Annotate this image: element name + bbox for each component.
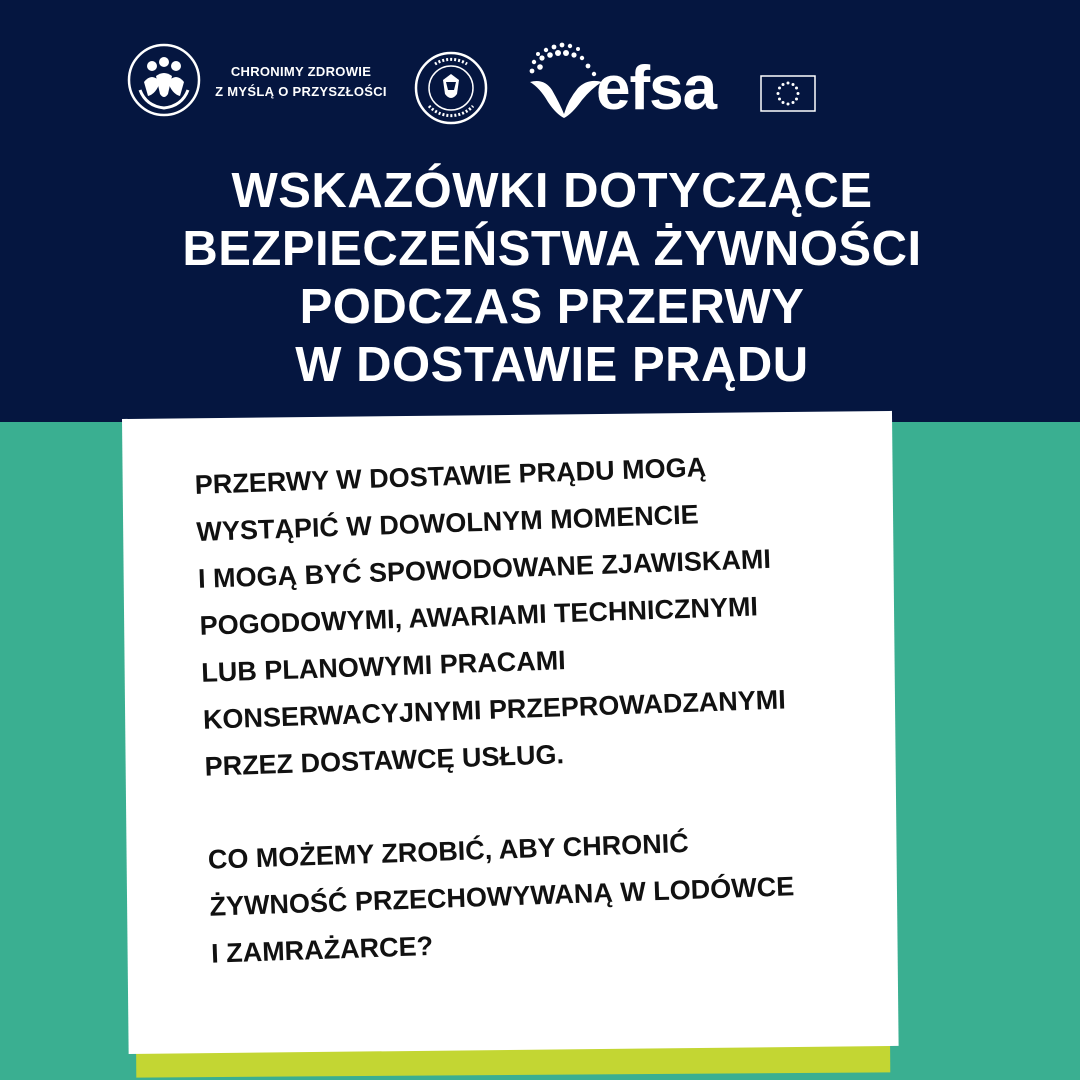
- campaign-slogan: [206, 62, 396, 102]
- campaign-line-1: CHRONIMY ZDROWIE: [230, 64, 372, 79]
- title-line-2: BEZPIECZEŃSTWA ŻYWNOŚCI: [182, 222, 922, 276]
- paragraph-1-line-2: WYSTĄPIĆ W DOWOLNYM MOMENCIE: [195, 499, 700, 547]
- title-line-3: PODCZAS PRZERWY: [299, 280, 805, 334]
- header-banner: [0, 0, 1080, 422]
- paragraph-2-line-2: ŻYWNOŚĆ PRZECHOWYWANĄ W LODÓWCE: [209, 871, 795, 922]
- paragraph-1-line-1: PRZERWY W DOSTAWIE PRĄDU MOGĄ: [194, 452, 707, 500]
- paragraph-1-line-7: PRZEZ DOSTAWCĘ USŁUG.: [204, 739, 565, 782]
- efsa-logo-text: efsa: [596, 54, 717, 123]
- paragraph-1-line-5: LUB PLANOWYMI PRACAMI: [200, 645, 567, 688]
- paragraph-2-line-1: CO MOŻEMY ZROBIĆ, ABY CHRONIĆ: [207, 827, 690, 875]
- card-text: [194, 440, 852, 978]
- logo-bar: [0, 38, 1080, 123]
- paragraph-1-line-3: I MOGĄ BYĆ SPOWODOWANE ZJAWISKAMI: [197, 543, 772, 594]
- paragraph-1-line-6: KONSERWACYJNYMI PRZEPROWADZANYMI: [202, 684, 787, 735]
- campaign-line-2: Z MYŚLĄ O PRZYSZŁOŚCI: [215, 84, 387, 99]
- paragraph-2-line-3: I ZAMRAŻARCE?: [210, 930, 434, 969]
- title-line-1: WSKAZÓWKI DOTYCZĄCE: [231, 164, 873, 218]
- sanitary-inspection-seal-icon: [413, 50, 489, 126]
- eu-flag-icon: [760, 75, 816, 112]
- campaign-logo-icon: [126, 42, 202, 118]
- title-line-4: W DOSTAWIE PRĄDU: [295, 338, 809, 392]
- page-title: [0, 162, 1080, 394]
- paragraph-1-line-4: POGODOWYMI, AWARIAMI TECHNICZNYMI: [199, 591, 759, 641]
